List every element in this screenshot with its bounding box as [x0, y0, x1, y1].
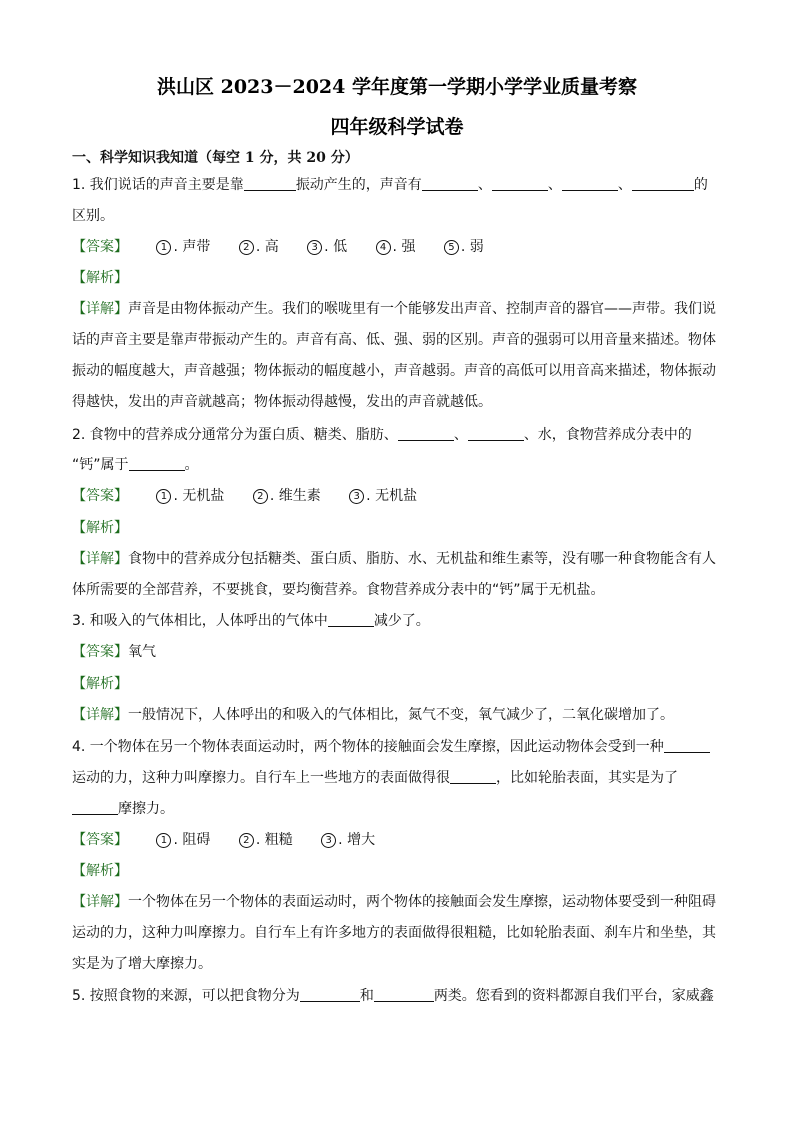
detail-paragraph: 【详解】一般情况下，人体呼出的和吸入的气体相比，氮气不变，氧气减少了，二氧化碳增加了。 — [72, 707, 674, 723]
answer-blank — [632, 176, 694, 191]
answer-label: 【答案】 — [72, 488, 128, 504]
detail-line: 体所需要的全部营养，不要挑食，要均衡营养。食物营养成分表中的“钙”属于无机盐。 — [72, 582, 605, 598]
answer-blank — [422, 176, 478, 191]
answer-blank — [374, 987, 434, 1002]
answer-blank — [300, 987, 360, 1002]
circled-number: 3 — [349, 489, 364, 504]
circled-number: 1 — [156, 240, 171, 255]
circled-number: 4 — [376, 240, 391, 255]
question-5: 5. 按照食物的来源，可以把食物分为 和 两类。您看到的资料都源自我们平台，家威鑫 — [72, 988, 714, 1004]
detail-paragraph: 【详解】食物中的营养成分包括糖类、蛋白质、脂肪、水、无机盐和维生素等，没有哪一种食物能含有人 — [72, 551, 716, 567]
exam-title: 洪山区 2023－2024 学年度第一学期小学学业质量考察 — [157, 76, 637, 98]
answer-row: 【答案】 1 . 无机盐 2 . 维生素 3 . 无机盐 — [72, 488, 418, 504]
question-1: 1. 我们说话的声音主要是靠 振动产生的，声音有 、 、 、 的 — [72, 177, 708, 193]
circled-number: 2 — [253, 489, 268, 504]
detail-line: 得越快，发出的声音就越高；物体振动得越慢，发出的声音就越低。 — [72, 394, 492, 410]
answer-blank — [562, 176, 618, 191]
exam-subtitle: 四年级科学试卷 — [330, 116, 464, 138]
question-4-line-3: 摩擦力。 — [72, 799, 174, 819]
circled-number: 5 — [444, 240, 459, 255]
detail-line: 运动的力，这种力叫摩擦力。自行车上有许多地方的表面做得很粗糙，比如轮胎表面、刹车片和坐垫，其 — [72, 925, 716, 941]
analysis-label: 【解析】 — [72, 520, 128, 536]
answer-label: 【答案】 — [72, 239, 128, 255]
circled-number: 3 — [307, 240, 322, 255]
answer-label: 【答案】 — [72, 644, 128, 660]
circled-number: 2 — [239, 833, 254, 848]
question-4: 4. 一个物体在另一个物体表面运动时，两个物体的接触面会发生摩擦，因此运动物体会受到一种 — [72, 737, 710, 757]
answer-blank — [129, 456, 185, 471]
answer-blank — [244, 176, 296, 191]
answer-row: 【答案】 1 . 声带 2 . 高 3 . 低 4 . 强 5 . 弱 — [72, 239, 484, 255]
detail-line: 话的声音主要是靠声带振动产生的。声音有高、低、强、弱的区别。声音的强弱可以用音量来描述。物体 — [72, 332, 716, 348]
analysis-label: 【解析】 — [72, 676, 128, 692]
answer-blank — [492, 176, 548, 191]
answer-blank — [450, 769, 496, 784]
answer-label: 【答案】 — [72, 832, 128, 848]
question-4-line-2: 运动的力，这种力叫摩擦力。自行车上一些地方的表面做得很 ，比如轮胎表面，其实是为了 — [72, 770, 678, 786]
question-3: 3. 和吸入的气体相比，人体呼出的气体中 减少了。 — [72, 613, 430, 629]
answer-blank — [72, 800, 118, 815]
answer-blank — [328, 612, 374, 627]
question-2-line-2: “钙”属于 。 — [72, 457, 199, 473]
circled-number: 1 — [156, 833, 171, 848]
detail-paragraph: 【详解】声音是由物体振动产生。我们的喉咙里有一个能够发出声音、控制声音的器官——声带。我们说 — [72, 301, 716, 317]
section-heading: 一、科学知识我知道（每空 1 分，共 20 分） — [72, 150, 359, 166]
answer-row: 【答案】 1 . 阻碍 2 . 粗糙 3 . 增大 — [72, 832, 376, 848]
circled-number: 1 — [156, 489, 171, 504]
circled-number: 3 — [321, 833, 336, 848]
answer-blank — [468, 426, 524, 441]
circled-number: 2 — [239, 240, 254, 255]
detail-paragraph: 【详解】一个物体在另一个物体的表面运动时，两个物体的接触面会发生摩擦，运动物体要受到一种阻碍 — [72, 894, 716, 910]
analysis-label: 【解析】 — [72, 270, 128, 286]
question-2: 2. 食物中的营养成分通常分为蛋白质、糖类、脂肪、 、 、水，食物营养成分表中的 — [72, 427, 692, 443]
analysis-label: 【解析】 — [72, 863, 128, 879]
answer-blank — [398, 426, 454, 441]
detail-line: 振动的幅度越大，声音越强；物体振动的幅度越小，声音越弱。声音的高低可以用音高来描述，物体振动 — [72, 363, 716, 379]
question-1-line-2: 区别。 — [72, 208, 114, 224]
detail-line: 实是为了增大摩擦力。 — [72, 956, 212, 972]
answer-blank — [664, 738, 710, 753]
answer-row: 【答案】氧气 — [72, 644, 156, 660]
